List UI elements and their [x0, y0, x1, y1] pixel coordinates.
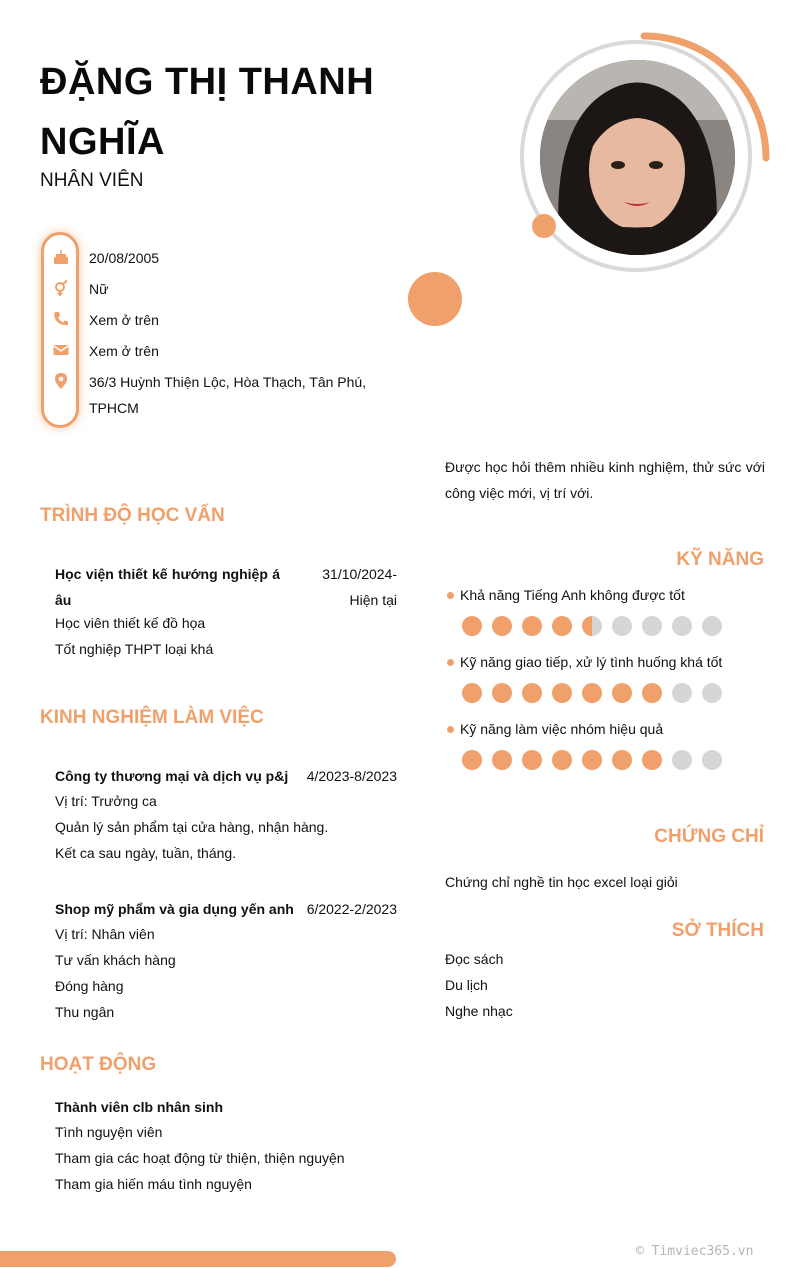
contact-phone: Xem ở trên: [89, 312, 159, 328]
experience-company: Công ty thương mại và dịch vụ p&j: [55, 768, 289, 784]
skill-dot: [522, 750, 542, 770]
experience-line: Thu ngân: [55, 1004, 115, 1020]
experience-date: 6/2022-2/2023: [306, 901, 397, 917]
hobbies-title: SỞ THÍCH: [671, 920, 764, 941]
footer-bar: [0, 1251, 396, 1267]
skill-rating: [462, 683, 722, 703]
skill-bullet: [447, 659, 454, 666]
skill-dot: [672, 750, 692, 770]
activity-line: Tham gia hiến máu tình nguyện: [55, 1176, 252, 1192]
experience-line: Đóng hàng: [55, 978, 124, 994]
job-title: NHÂN VIÊN: [40, 170, 144, 191]
activities-title: HOẠT ĐỘNG: [40, 1054, 157, 1075]
skill-dot: [462, 683, 482, 703]
decorative-dot-large: [408, 272, 462, 326]
skill-dot: [612, 750, 632, 770]
skill-dot: [642, 683, 662, 703]
skill-dot: [492, 616, 512, 636]
activity-org: Thành viên clb nhân sinh: [55, 1099, 224, 1115]
skills-title: KỸ NĂNG: [676, 549, 764, 570]
education-date: 31/10/2024- Hiện tại: [322, 566, 397, 608]
experience-line: Quản lý sản phẩm tại cửa hàng, nhận hàng.: [55, 819, 329, 835]
skill-dot: [702, 683, 722, 703]
experience-line: Vị trí: Nhân viên: [55, 926, 155, 942]
hobby-item: Đọc sách: [445, 951, 504, 967]
experience-line: Vị trí: Trưởng ca: [55, 793, 157, 809]
skill-dot: [702, 616, 722, 636]
contact-address: 36/3 Huỳnh Thiện Lộc, Hòa Thạch, Tân Phú, TPHCM: [89, 374, 367, 416]
experience-title: KINH NGHIỆM LÀM VIỆC: [40, 707, 264, 728]
skill-name: Kỹ năng giao tiếp, xử lý tình huống khá tốt: [460, 654, 723, 670]
skill-name: Khả năng Tiếng Anh không được tốt: [460, 587, 685, 603]
profile-photo: [540, 60, 735, 255]
skill-name: Kỹ năng làm việc nhóm hiệu quả: [460, 721, 664, 737]
mail-icon: [52, 341, 70, 359]
certificate-item: Chứng chỉ nghề tin học excel loại giỏi: [445, 874, 678, 890]
contact-birthday: 20/08/2005: [89, 250, 160, 266]
skill-dot: [642, 616, 662, 636]
skill-dot: [702, 750, 722, 770]
skill-dot: [612, 616, 632, 636]
education-title: TRÌNH ĐỘ HỌC VẤN: [40, 505, 225, 526]
contact-gender: Nữ: [89, 281, 109, 297]
location-icon: [52, 372, 70, 390]
phone-icon: [52, 310, 70, 328]
skill-bullet: [447, 726, 454, 733]
experience-company: Shop mỹ phẩm và gia dụng yến anh: [55, 901, 294, 917]
skill-dot: [522, 683, 542, 703]
skill-rating: [462, 750, 722, 770]
contact-email: Xem ở trên: [89, 343, 159, 359]
skill-dot: [582, 750, 602, 770]
hobby-item: Du lịch: [445, 977, 488, 993]
cake-icon: [52, 248, 70, 266]
education-school: Học viện thiết kế hướng nghiệp á âu: [55, 566, 280, 608]
skill-rating: [462, 616, 722, 636]
experience-line: Kết ca sau ngày, tuần, tháng.: [55, 845, 237, 861]
skill-dot: [492, 750, 512, 770]
skill-dot: [672, 616, 692, 636]
skill-dot: [552, 750, 572, 770]
candidate-name: ĐẶNG THỊ THANH NGHĨA: [40, 61, 375, 163]
education-line: Tốt nghiệp THPT loại khá: [55, 641, 214, 657]
education-line: Học viên thiết kế đồ họa: [55, 615, 206, 631]
hobby-item: Nghe nhạc: [445, 1003, 513, 1019]
experience-line: Tư vấn khách hàng: [55, 952, 176, 968]
skill-dot: [462, 616, 482, 636]
career-objective: Được học hỏi thêm nhiều kinh nghiệm, thử sức với công việc mới, vị trí với.: [445, 459, 765, 501]
skill-dot: [582, 616, 602, 636]
certificates-title: CHỨNG CHỈ: [654, 826, 764, 847]
skill-dot: [552, 683, 572, 703]
skill-dot: [672, 683, 692, 703]
skill-dot: [642, 750, 662, 770]
skill-dot: [612, 683, 632, 703]
decorative-dot-small: [532, 214, 556, 238]
gender-icon: [52, 279, 70, 297]
skill-dot: [462, 750, 482, 770]
watermark: © Timviec365.vn: [636, 1244, 754, 1259]
activity-line: Tình nguyện viên: [55, 1124, 163, 1140]
skill-dot: [492, 683, 512, 703]
experience-date: 4/2023-8/2023: [306, 768, 397, 784]
activity-line: Tham gia các hoạt động từ thiện, thiện nguyện: [55, 1150, 345, 1166]
skill-dot: [582, 683, 602, 703]
skill-dot: [522, 616, 542, 636]
skill-bullet: [447, 592, 454, 599]
skill-dot: [552, 616, 572, 636]
